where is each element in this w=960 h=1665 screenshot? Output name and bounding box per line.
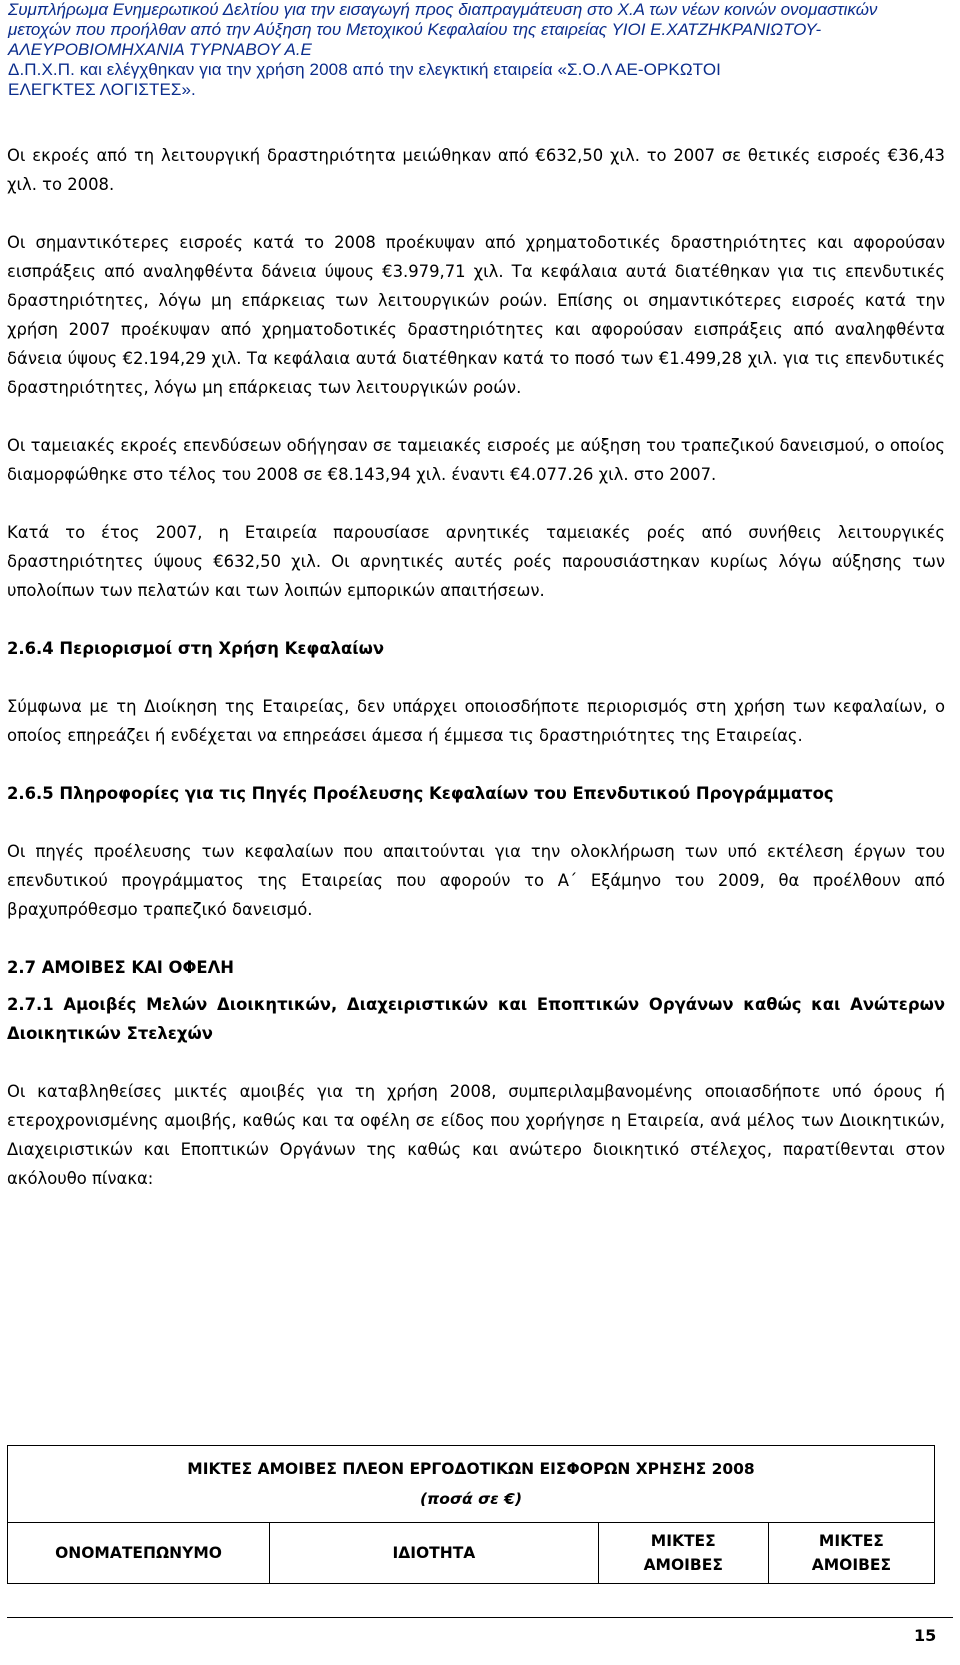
table-caption-row [8,1446,935,1523]
column-header-role: ΙΔΙΟΤΗΤΑ [270,1523,599,1584]
column-header-gross-2-line-a: ΜΙΚΤΕΣ [818,1532,884,1550]
table-header-row [8,1523,935,1584]
paragraph-investment-outflows: Οι ταμειακές εκροές επενδύσεων οδήγησαν σε ταμειακές εισροές με αύξηση του τραπεζικού δανεισμού, ο οποίος διαμορφώθηκε στο τέλος του 2008 σε €8.143,94 χιλ. έναντι €4.077.26 χιλ. στο 2007. [7,436,945,484]
remuneration-table [7,1445,935,1584]
table-caption: ΜΙΚΤΕΣ ΑΜΟΙΒΕΣ ΠΛΕΟΝ ΕΡΓΟΔΟΤΙΚΩΝ ΕΙΣΦΟΡΩΝ ΧΡΗΣΗΣ 2008 [187,1460,755,1478]
paragraph-negative-cashflows-2007: Κατά το έτος 2007, η Εταιρεία παρουσίασε αρνητικές ταμειακές ροές από συνήθεις λειτουργικές δραστηριότητες ύψους €632,50 χιλ. Οι αρνητικές αυτές ροές παρουσιάστηκαν κυρίως λόγω αύξησης των υπολοίπων των πελατών και των λοιπών εμπορικών απαιτήσεων. [7,523,945,600]
heading-2-7-1: 2.7.1 Αμοιβές Μελών Διοικητικών, Διαχειριστικών και Εποπτικών Οργάνων καθώς και Ανώτερων Διοικητικών Στελεχών [7,995,945,1043]
heading-2-6-5: 2.6.5 Πληροφορίες για τις Πηγές Προέλευσης Κεφαλαίων του Επενδυτικού Προγράμματος [7,784,834,803]
header-line-4: Δ.Π.Χ.Π. και ελέγχθηκαν για την χρήση 2008 από την ελεγκτική εταιρεία «Σ.Ο.Λ ΑΕ-ΟΡΚΩΤΟΙ [8,60,721,79]
column-header-gross-1-line-b: ΑΜΟΙΒΕΣ [643,1556,723,1574]
paragraph-remuneration-intro: Οι καταβληθείσες μικτές αμοιβές για τη χρήση 2008, συμπεριλαμβανομένης οποιασδήποτε υπό όρους ή ετεροχρονισμένης αμοιβής, καθώς και τα οφέλη σε είδος που χορήγησε η Εταιρεία, ανά μέλος των Διοικητικών, Διαχειριστικών και Εποπτικών Οργάνων της καθώς και ανώτερο διοικητικό στέλεχος, παρατίθενται στον ακόλουθο πίνακα: [7,1082,945,1188]
paragraph-operating-cashflow: Οι εκροές από τη λειτουργική δραστηριότητα μειώθηκαν από €632,50 χιλ. το 2007 σε θετικές εισροές €36,43 χιλ. το 2008. [7,146,945,194]
page-number: 15 [914,1626,937,1645]
heading-2-6-4: 2.6.4 Περιορισμοί στη Χρήση Κεφαλαίων [7,639,385,658]
table-subcaption: (ποσά σε €) [419,1490,523,1508]
column-header-gross-1 [598,1523,768,1584]
header-line-3: ΑΛΕΥΡΟΒΙΟΜΗΧΑΝΙΑ ΤΥΡΝΑΒΟΥ Α.Ε [8,40,312,59]
header-line-2: μετοχών που προήλθαν από την Αύξηση του Μετοχικού Κεφαλαίου της εταιρείας ΥΙΟΙ Ε.ΧΑΤΖΗΚΡΑΝΙΩΤΟΥ- [8,20,822,39]
column-header-gross-2-line-b: ΑΜΟΙΒΕΣ [811,1556,892,1574]
header-line-1: Συμπλήρωμα Ενημερωτικού Δελτίου για την εισαγωγή προς διαπραγμάτευση στο Χ.Α των νέων κοινών ονομαστικών [8,0,878,19]
document-header [8,0,948,100]
column-header-gross-2 [768,1523,934,1584]
document-body [7,141,945,1193]
paragraph-funding-sources: Οι πηγές προέλευσης των κεφαλαίων που απαιτούνται για την ολοκλήρωση των υπό εκτέλεση έργων του επενδυτικού προγράμματος της Εταιρείας που αφορούν το Α΄ Εξάμηνο του 2009, θα προέλθουν από βραχυπρόθεσμο τραπεζικό δανεισμό. [7,842,945,919]
table-caption-cell [8,1446,935,1523]
footer-rule [7,1617,953,1618]
heading-2-7: 2.7 ΑΜΟΙΒΕΣ ΚΑΙ ΟΦΕΛΗ [7,958,235,977]
paragraph-capital-restrictions: Σύμφωνα με τη Διοίκηση της Εταιρείας, δεν υπάρχει οποιοσδήποτε περιορισμός στη χρήση των κεφαλαίων, ο οποίος επηρεάζει ή ενδέχεται να επηρεάσει άμεσα ή έμμεσα τις δραστηριότητες της Εταιρείας. [7,697,945,745]
paragraph-financing-inflows: Οι σημαντικότερες εισροές κατά το 2008 προέκυψαν από χρηματοδοτικές δραστηριότητες και αφορούσαν εισπράξεις από αναληφθέντα δάνεια ύψους €3.979,71 χιλ. Τα κεφάλαια αυτά διατέθηκαν για τις επενδυτικές δραστηριότητες, λόγω μη επάρκειας των λειτουργικών ροών. Επίσης οι σημαντικότερες εισροές κατά την χρήση 2007 προέκυψαν από χρηματοδοτικές δραστηριότητες και αφορούσαν εισπράξεις από αναληφθέντα δάνεια ύψους €2.194,29 χιλ. Τα κεφάλαια αυτά διατέθηκαν κατά το ποσό των €1.499,28 χιλ. για τις επενδυτικές δραστηριότητες, λόγω μη επάρκειας των λειτουργικών ροών. [7,233,945,397]
column-header-gross-1-line-a: ΜΙΚΤΕΣ [650,1532,716,1550]
header-line-5: ΕΛΕΓΚΤΕΣ ΛΟΓΙΣΤΕΣ». [8,80,196,99]
column-header-name: ΟΝΟΜΑΤΕΠΩΝΥΜΟ [8,1523,270,1584]
